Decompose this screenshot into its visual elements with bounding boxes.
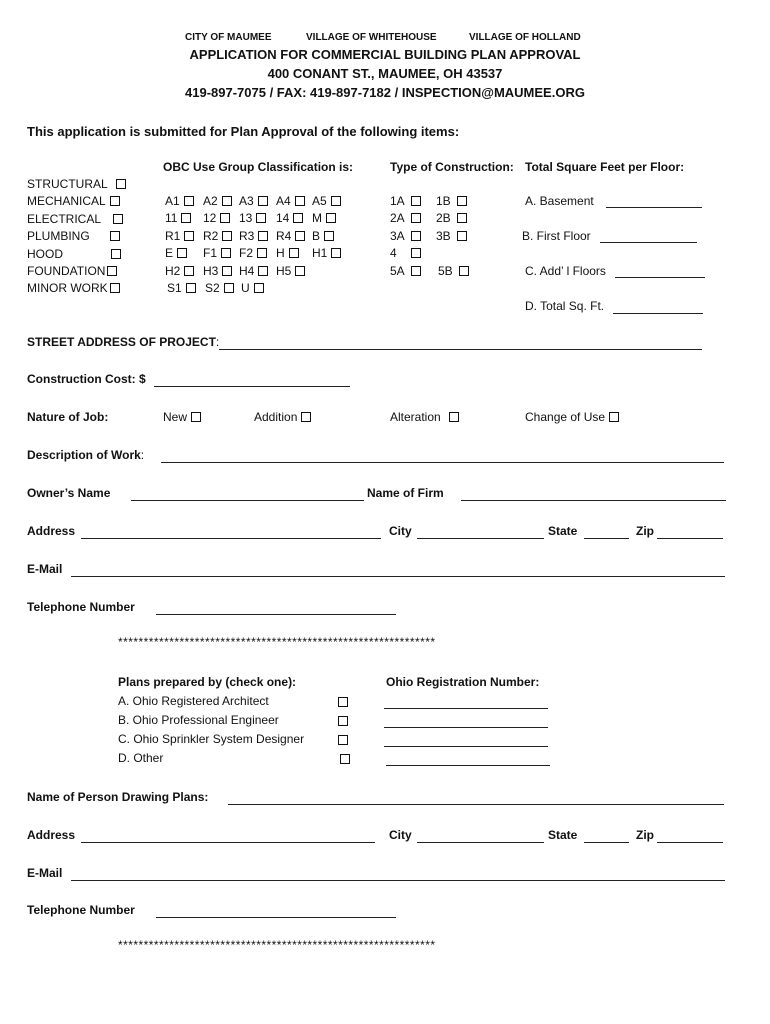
checkbox[interactable] (301, 412, 311, 422)
checkbox[interactable] (222, 231, 232, 241)
use-group-option[interactable] (203, 194, 232, 208)
construction-type-option[interactable] (390, 246, 421, 260)
telephone-label: Telephone Number (27, 600, 135, 614)
street-address-field[interactable] (219, 349, 702, 350)
checkbox[interactable] (411, 196, 421, 206)
use-group-code: M (312, 211, 322, 226)
office-contact: 419-897-7075 / FAX: 419-897-7182 / INSPECTION@MAUMEE.ORG (185, 85, 585, 100)
construction-type-option[interactable] (390, 211, 421, 225)
construction-type-code: 3A (390, 228, 405, 243)
obc-header: OBC Use Group Classification is: (163, 160, 354, 174)
state-label: State (548, 524, 578, 538)
use-group-code: A4 (276, 194, 291, 208)
use-group-option[interactable] (203, 211, 230, 225)
drawer-email-field[interactable] (71, 880, 725, 881)
registration-field-other[interactable] (386, 765, 550, 766)
checkbox[interactable] (186, 283, 196, 293)
drawer-name-field[interactable] (228, 804, 724, 805)
use-group-code: S1 (167, 281, 182, 295)
checkbox[interactable] (254, 283, 264, 293)
sqft-first-floor-label: B. First Floor (522, 229, 591, 243)
use-group-code: H1 (312, 246, 328, 261)
checkbox[interactable] (331, 196, 341, 206)
use-group-option[interactable] (239, 194, 268, 208)
description-row: Description of Work: (27, 448, 145, 462)
construction-type-option[interactable] (390, 229, 421, 243)
checkbox[interactable] (293, 213, 303, 223)
checkbox[interactable] (184, 266, 194, 276)
checkbox[interactable] (177, 248, 187, 258)
job-option-new[interactable]: New (163, 410, 201, 424)
checkbox[interactable] (411, 248, 421, 258)
use-group-option[interactable] (165, 211, 191, 225)
checkbox[interactable] (411, 213, 421, 223)
use-group-option[interactable] (239, 264, 268, 278)
plans-option-engineer-label: B. Ohio Professional Engineer (118, 713, 279, 727)
use-group-code: R4 (276, 228, 292, 243)
street-address-row: STREET ADDRESS OF PROJECT: (27, 335, 220, 349)
use-group-code: R1 (165, 228, 181, 243)
plan-item-foundation[interactable]: FOUNDATION (27, 263, 126, 280)
registration-field-engineer[interactable] (384, 727, 548, 728)
construction-cost-label: Construction Cost: $ (27, 372, 146, 386)
zip-field[interactable] (657, 538, 723, 539)
use-group-code: H3 (203, 263, 219, 278)
checkbox[interactable] (289, 248, 299, 258)
use-group-code: R3 (239, 228, 255, 243)
drawer-telephone-field[interactable] (156, 917, 396, 918)
use-group-code: 11 (165, 211, 178, 226)
state-field[interactable] (584, 538, 629, 539)
checkbox[interactable] (258, 231, 268, 241)
use-group-option[interactable] (165, 264, 194, 278)
use-group-code: H5 (276, 263, 292, 278)
checkbox[interactable] (221, 248, 231, 258)
telephone-field[interactable] (156, 614, 396, 615)
plan-item-mechanical[interactable]: MECHANICAL (27, 193, 126, 210)
sqft-total-field[interactable] (613, 313, 703, 314)
checkbox[interactable] (457, 231, 467, 241)
checkbox[interactable] (609, 412, 619, 422)
form-title: APPLICATION FOR COMMERCIAL BUILDING PLAN APPROVAL (189, 47, 581, 62)
sqft-basement-label: A. Basement (525, 194, 594, 208)
use-group-option[interactable] (203, 264, 232, 278)
zip-label: Zip (636, 524, 654, 538)
use-group-option[interactable] (276, 246, 299, 260)
plans-option-architect-label: A. Ohio Registered Architect (118, 694, 269, 708)
checkbox[interactable] (116, 179, 126, 189)
plans-option-sprinkler-checkbox[interactable] (338, 735, 348, 745)
plan-item-structural[interactable]: STRUCTURAL (27, 176, 126, 193)
separator-line-bottom: ************************************************************** (118, 938, 436, 952)
checkbox[interactable] (224, 283, 234, 293)
street-address-label: STREET ADDRESS OF PROJECT (27, 335, 216, 349)
office-address: 400 CONANT ST., MAUMEE, OH 43537 (267, 66, 503, 81)
checkbox[interactable] (110, 283, 120, 293)
city-field[interactable] (417, 538, 544, 539)
use-group-option[interactable] (276, 211, 303, 225)
plans-option-other-label: D. Other (118, 751, 164, 765)
ohio-registration-heading: Ohio Registration Number: (386, 675, 540, 689)
drawer-zip-label: Zip (636, 828, 654, 842)
drawer-address-field[interactable] (81, 842, 375, 843)
construction-type-option[interactable] (438, 264, 469, 278)
sqft-header: Total Square Feet per Floor: (525, 160, 685, 174)
checkbox[interactable] (411, 266, 421, 276)
use-group-option[interactable] (203, 246, 231, 260)
plan-item-minor-work[interactable]: MINOR WORK (27, 280, 126, 297)
use-group-option[interactable] (239, 211, 266, 225)
use-group-code: E (165, 246, 174, 261)
jurisdiction-maumee: CITY OF MAUMEE (185, 32, 272, 43)
checkbox[interactable] (449, 412, 459, 422)
use-group-code: 12 (203, 211, 217, 226)
owners-name-label: Owner’s Name (27, 486, 111, 500)
use-group-option[interactable] (312, 194, 341, 208)
construction-type-code: 1A (390, 194, 405, 208)
description-field[interactable] (161, 462, 724, 463)
construction-type-code: 1B (436, 194, 451, 208)
use-group-code: B (312, 228, 321, 243)
description-label: Description of Work (27, 448, 141, 462)
checkbox[interactable] (110, 231, 120, 241)
checkbox[interactable] (181, 213, 191, 223)
construction-cost-field[interactable] (154, 386, 350, 387)
drawer-state-field[interactable] (584, 842, 629, 843)
checkbox[interactable] (411, 231, 421, 241)
plans-prepared-heading: Plans prepared by (check one): (118, 675, 297, 689)
sqft-add-floors-field[interactable] (615, 277, 705, 278)
sqft-total-label: D. Total Sq. Ft. (525, 299, 605, 313)
checkbox[interactable] (222, 196, 232, 206)
use-group-code: F1 (203, 246, 218, 261)
use-group-option[interactable] (165, 229, 194, 243)
email-label: E-Mail (27, 562, 63, 576)
jurisdiction-holland: VILLAGE OF HOLLAND (469, 32, 581, 43)
use-group-grid (163, 194, 373, 302)
checkbox[interactable] (295, 196, 305, 206)
checkbox[interactable] (331, 248, 341, 258)
firm-name-label: Name of Firm (367, 486, 444, 500)
address-field[interactable] (81, 538, 381, 539)
sqft-first-floor-field[interactable] (600, 242, 697, 243)
use-group-code: A2 (203, 194, 218, 208)
plans-option-sprinkler-label: C. Ohio Sprinkler System Designer (118, 732, 305, 746)
jurisdiction-whitehouse: VILLAGE OF WHITEHOUSE (306, 32, 437, 43)
use-group-code: H (276, 246, 285, 261)
drawer-state-label: State (548, 828, 578, 842)
use-group-option[interactable] (239, 246, 267, 260)
registration-field-sprinkler[interactable] (384, 746, 548, 747)
use-group-code: U (241, 281, 250, 295)
sqft-add-floors-label: C. Add’ l Floors (525, 264, 606, 278)
drawer-zip-field[interactable] (657, 842, 723, 843)
use-group-option[interactable] (205, 281, 234, 295)
construction-type-option[interactable] (436, 194, 467, 208)
email-field[interactable] (71, 576, 725, 577)
plan-item-electrical[interactable]: ELECTRICAL (27, 211, 126, 228)
use-group-option[interactable] (241, 281, 264, 295)
drawer-city-label: City (389, 828, 412, 842)
checkbox[interactable] (110, 196, 120, 206)
use-group-option[interactable] (276, 264, 305, 278)
drawer-address-label: Address (27, 828, 76, 842)
use-group-code: F2 (239, 246, 254, 261)
construction-type-option[interactable] (436, 229, 467, 243)
use-group-code: 13 (239, 211, 253, 226)
checkbox[interactable] (184, 231, 194, 241)
job-option-addition[interactable]: Addition (254, 410, 311, 424)
address-label: Address (27, 524, 76, 538)
plans-option-engineer-checkbox[interactable] (338, 716, 348, 726)
use-group-code: S2 (205, 281, 220, 295)
checkbox[interactable] (184, 196, 194, 206)
checkbox[interactable] (113, 214, 123, 224)
plans-option-architect-checkbox[interactable] (338, 697, 348, 707)
use-group-option[interactable] (312, 229, 334, 243)
checkbox[interactable] (295, 266, 305, 276)
owners-name-field[interactable] (131, 500, 364, 501)
nature-of-job-label: Nature of Job: (27, 410, 109, 424)
plans-option-other-checkbox[interactable] (340, 754, 350, 764)
checkbox[interactable] (111, 249, 121, 259)
use-group-code: A5 (312, 194, 327, 208)
use-group-option[interactable] (165, 246, 187, 260)
job-option-change-of-use[interactable]: Change of Use (525, 410, 619, 424)
checkbox[interactable] (222, 266, 232, 276)
city-label: City (389, 524, 412, 538)
checkbox[interactable] (191, 412, 201, 422)
use-group-option[interactable] (312, 211, 336, 225)
construction-type-option[interactable] (436, 211, 467, 225)
checkbox[interactable] (324, 231, 334, 241)
drawer-email-label: E-Mail (27, 866, 63, 880)
registration-field-architect[interactable] (384, 708, 548, 709)
construction-type-code: 5A (390, 263, 405, 278)
job-option-alteration[interactable]: Alteration (390, 410, 459, 424)
use-group-option[interactable] (239, 229, 268, 243)
firm-name-field[interactable] (461, 500, 726, 501)
use-group-option[interactable] (276, 229, 305, 243)
use-group-option[interactable] (203, 229, 232, 243)
construction-type-code: 3B (436, 228, 451, 243)
use-group-code: 14 (276, 211, 290, 226)
checkbox[interactable] (258, 266, 268, 276)
checkbox[interactable] (220, 213, 230, 223)
construction-type-code: 2A (390, 211, 405, 226)
checkbox[interactable] (256, 213, 266, 223)
checkbox[interactable] (107, 266, 117, 276)
use-group-option[interactable] (165, 194, 194, 208)
drawer-name-label: Name of Person Drawing Plans: (27, 790, 209, 804)
separator-line: ************************************************************** (118, 635, 436, 649)
construction-type-option[interactable] (390, 194, 421, 208)
construction-type-code: 4 (390, 246, 397, 261)
drawer-city-field[interactable] (417, 842, 544, 843)
construction-header: Type of Construction: (390, 160, 514, 174)
plan-items-list (27, 176, 126, 298)
checkbox[interactable] (326, 213, 336, 223)
plan-item-hood[interactable]: HOOD (27, 246, 126, 263)
construction-type-code: 5B (438, 263, 453, 278)
checkbox[interactable] (457, 196, 467, 206)
intro-text: This application is submitted for Plan Approval of the following items: (27, 124, 460, 139)
checkbox[interactable] (257, 248, 267, 258)
use-group-option[interactable] (312, 246, 341, 260)
checkbox[interactable] (457, 213, 467, 223)
checkbox[interactable] (459, 266, 469, 276)
construction-type-grid (390, 194, 490, 284)
plan-item-plumbing[interactable]: PLUMBING (27, 228, 126, 245)
use-group-code: A3 (239, 194, 254, 208)
construction-type-code: 2B (436, 211, 451, 226)
use-group-option[interactable] (167, 281, 196, 295)
use-group-code: A1 (165, 194, 180, 208)
construction-type-option[interactable] (390, 264, 421, 278)
use-group-option[interactable] (276, 194, 305, 208)
sqft-basement-field[interactable] (606, 207, 702, 208)
use-group-code: H2 (165, 263, 181, 278)
use-group-code: R2 (203, 228, 219, 243)
use-group-code: H4 (239, 263, 255, 278)
drawer-telephone-label: Telephone Number (27, 903, 135, 917)
checkbox[interactable] (295, 231, 305, 241)
checkbox[interactable] (258, 196, 268, 206)
